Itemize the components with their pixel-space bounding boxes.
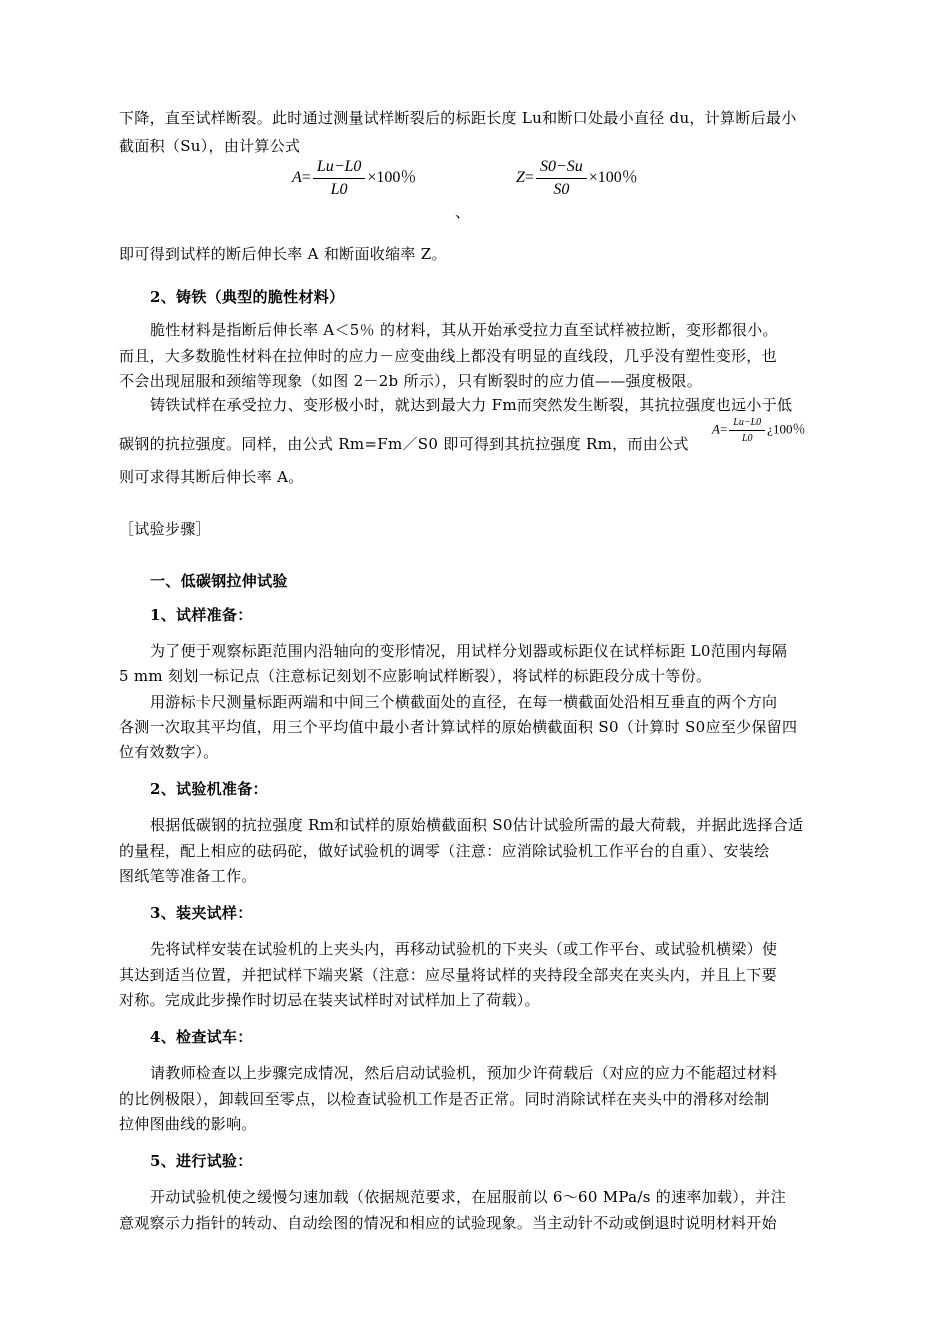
heading-step-2: 2、试验机准备：	[150, 780, 268, 798]
paragraph-line: 截面积（Su），由计算公式	[119, 137, 301, 155]
paragraph-line: 对称。完成此步操作时切忌在装夹试样时对试样加上了荷载）。	[119, 991, 540, 1009]
formula-numerator: S0−Su	[536, 158, 587, 179]
formula-lhs: A	[712, 421, 720, 437]
heading-step-1: 1、试样准备：	[150, 606, 253, 624]
heading-low-carbon-steel: 一、低碳钢拉伸试验	[150, 572, 288, 590]
paragraph-line: 的比例极限），卸载回至零点，以检查试验机工作是否正常。同时消除试样在夹头中的滑移对绘制	[119, 1090, 770, 1108]
paragraph-line: 位有效数字）。	[119, 743, 219, 761]
paragraph-line: 各测一次取其平均值，用三个平均值中最小者计算试样的原始横截面积 S0（计算时 S0应至少保留四	[119, 718, 798, 736]
formula-tail: ×100％	[367, 169, 417, 187]
paragraph-line: 5 mm 刻划一标记点（注意标记刻划不应影响试样断裂），将试样的标距段分成十等份。	[119, 667, 712, 685]
paragraph-line: 即可得到试样的断后伸长率 A 和断面收缩率 Z。	[119, 245, 447, 263]
paragraph-line: 为了便于观察标距范围内沿轴向的变形情况，用试样分划器或标距仪在试样标距 L0范围内每隔	[150, 642, 788, 660]
paragraph-line: 脆性材料是指断后伸长率 A＜5％ 的材料，其从开始承受拉力直至试样被拉断，变形都很小。	[150, 321, 778, 339]
formula-lhs: Z	[516, 169, 525, 187]
paragraph-line: 意观察示力指针的转动、自动绘图的情况和相应的试验现象。当主动针不动或倒退时说明材料开始	[119, 1214, 777, 1232]
paragraph-line: 铸铁试样在承受拉力、变形极小时，就达到最大力 Fm而突然发生断裂，其抗拉强度也远小于低	[150, 396, 793, 414]
formula-denominator: L0	[330, 181, 348, 198]
paragraph-line: 的量程，配上相应的砝码砣，做好试验机的调零（注意：应消除试验机工作平台的自重）、安装绘	[119, 842, 770, 860]
formula-elongation: A= $\frac{Lu-L0}{L0}$ ×100％	[292, 158, 417, 198]
paragraph-line: 图纸笔等准备工作。	[119, 867, 257, 885]
paragraph-line: 根据低碳钢的抗拉强度 Rm和试样的原始横截面积 S0估计试验所需的最大荷载，并据此选择合适	[150, 816, 804, 834]
paragraph-line: 先将试样安装在试验机的上夹头内，再移动试验机的下夹头（或工作平台、或试验机横梁）使	[150, 940, 778, 958]
paragraph-line: 拉伸图曲线的影响。	[119, 1115, 257, 1133]
heading-step-4: 4、检查试车：	[150, 1028, 253, 1046]
heading-step-5: 5、进行试验：	[150, 1152, 253, 1170]
formula-separator: 、	[455, 203, 471, 221]
formula-tail: ¿100％	[767, 421, 806, 437]
formula-denominator: S0	[553, 181, 570, 198]
heading-cast-iron: 2、铸铁（典型的脆性材料）	[150, 288, 345, 306]
formula-denominator: L0	[741, 433, 753, 444]
paragraph-line: 用游标卡尺测量标距两端和中间三个横截面处的直径，在每一横截面处沿相互垂直的两个方向	[150, 693, 778, 711]
formula-reduction: Z= $\frac{S0-Su}{S0}$ ×100％	[516, 158, 638, 198]
heading-step-3: 3、装夹试样：	[150, 904, 253, 922]
paragraph-line: 则可求得其断后伸长率 A。	[119, 468, 304, 486]
formula-elongation-inline: A= $\frac{Lu-L0}{L0}$ ¿100％	[712, 417, 806, 444]
formula-tail: ×100％	[588, 169, 638, 187]
section-title: ［试验步骤］	[119, 520, 211, 538]
paragraph-line: 其达到适当位置，并把试样下端夹紧（注意：应尽量将试样的夹持段全部夹在夹头内，并且上下要	[119, 966, 777, 984]
paragraph-line: 请教师检查以上步骤完成情况，然后启动试验机，预加少许荷载后（对应的应力不能超过材料	[150, 1064, 778, 1082]
paragraph-line: 而且，大多数脆性材料在拉伸时的应力－应变曲线上都没有明显的直线段，几乎没有塑性变形，也	[119, 347, 777, 365]
paragraph-line: 碳钢的抗拉强度。同样，由公式 Rm=Fm／S0 即可得到其抗拉强度 Rm，而由公式	[119, 435, 689, 453]
paragraph-line: 开动试验机使之缓慢匀速加载（依据规范要求，在屈服前以 6～60 MPa/s 的速率加载），并注	[150, 1188, 787, 1206]
formula-lhs: A	[292, 169, 302, 187]
formula-numerator: Lu−L0	[729, 417, 765, 431]
paragraph-line: 不会出现屈服和颈缩等现象（如图 2－2b 所示），只有断裂时的应力值——强度极限。	[119, 372, 703, 390]
formula-numerator: Lu−L0	[313, 158, 366, 179]
paragraph-line: 下降，直至试样断裂。此时通过测量试样断裂后的标距长度 Lu和断口处最小直径 du，计算断后最小	[119, 109, 797, 127]
